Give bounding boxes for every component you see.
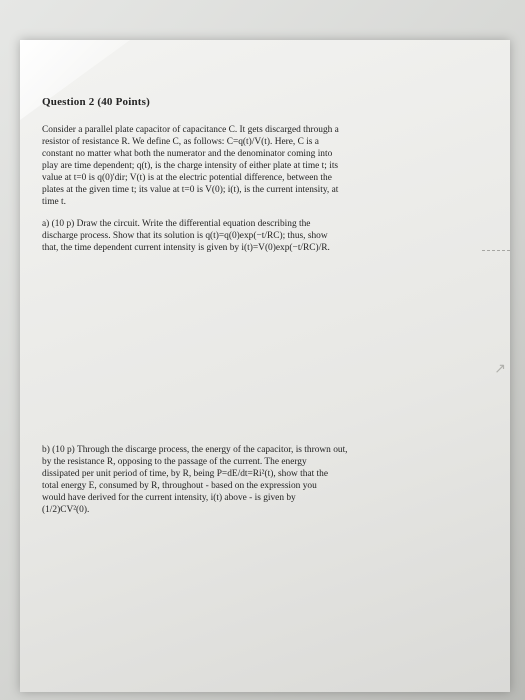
- edge-mark-icon: ↗: [494, 360, 506, 376]
- part-b: b) (10 p) Through the discarge process, the energy of the capacitor, is thrown out, by the resistance R, opposing to the passage of the current. The energy dissipated per unit period of time, by R, being P=dE/dt=Ri²(t), show that the total energy E, consumed by R, throughout - based on the expression you would have derived for the current intensity, i(t) above - is given by (1/2)CV²(0).: [42, 445, 348, 515]
- pencil-mark: [482, 250, 510, 251]
- question-content: [42, 96, 472, 515]
- part-a: a) (10 p) Draw the circuit. Write the differential equation describing the discharge process. Show that its solution is q(t)=q(0)exp(−t/RC); thus, show that, the time dependent current intensity is given by i(t)=V(0)exp(−t/RC)/R.: [42, 219, 330, 253]
- question-title: Question 2 (40 Points): [42, 96, 150, 108]
- question-intro: Consider a parallel plate capacitor of capacitance C. It gets discarged through a resistor of resistance R. We define C, as follows: C=q(t)/V(t). Here, C is a constant no matter what both the numerator and the denominator coming into play are time dependent; q(t), is the charge intensity of either plate at time t; its value at t=0 is q(0)'dir; V(t) is at the electric potential difference, between the plates at the given time t; its value at t=0 is V(0); i(t), is the current intensity, at time t.: [42, 125, 339, 207]
